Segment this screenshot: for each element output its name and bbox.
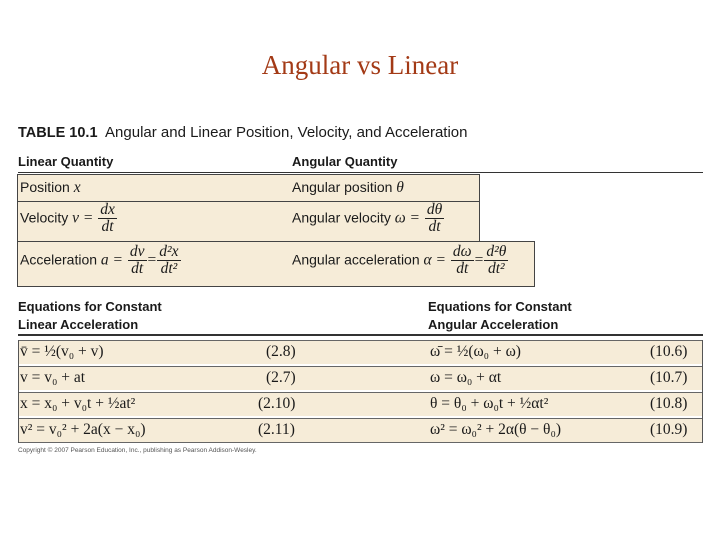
table-row <box>18 392 703 416</box>
eq-angular: ω = ω₀ + αt <box>430 369 502 386</box>
header-rule <box>18 172 703 173</box>
eq-header-rule <box>18 334 703 336</box>
eq-left-border <box>18 340 19 443</box>
table-row <box>18 418 703 443</box>
table-row <box>18 366 703 390</box>
eq-linear: v̄ = ½(v₀ + v) <box>20 343 104 360</box>
table-title: Angular and Linear Position, Velocity, and Acceleration <box>105 124 468 141</box>
table-caption <box>18 124 468 141</box>
eq-right-border <box>702 340 703 443</box>
eq-linear-ref: (2.10) <box>258 395 296 412</box>
col-header-linear: Linear Quantity <box>18 154 114 169</box>
eq-linear: v = v₀ + at <box>20 369 86 386</box>
slide-title: Angular vs Linear <box>261 50 459 80</box>
table-number: TABLE 10.1 <box>18 125 98 141</box>
eq-angular-ref: (10.6) <box>650 343 688 360</box>
position-angular: Angular position θ <box>292 179 404 196</box>
eq-angular: ω̄ = ½(ω₀ + ω) <box>430 343 521 360</box>
eq-angular-ref: (10.8) <box>650 395 688 412</box>
eq-linear-ref: (2.8) <box>266 343 296 360</box>
position-linear: Position x <box>20 179 81 196</box>
copyright-note: Copyright © 2007 Pearson Education, Inc., publishing as Pearson Addison-Wesley. <box>18 447 257 454</box>
velocity-linear: Velocity v = $\frac{dx}{dt}$ <box>20 201 115 236</box>
eq-angular: θ = θ₀ + ω₀t + ½αt² <box>430 395 549 412</box>
velocity-fraction: $\frac{dx}{dt}$ <box>100 201 115 236</box>
eq-header-linear: Equations for Constant Linear Acceleration <box>18 299 162 332</box>
eq-angular: ω² = ω₀² + 2α(θ − θ₀) <box>430 421 562 438</box>
eq-linear: v² = v₀² + 2a(x − x₀) <box>20 421 146 438</box>
table-row <box>17 174 480 203</box>
eq-linear-ref: (2.11) <box>258 421 295 438</box>
eq-header-angular: Equations for Constant Angular Acceleration <box>428 299 572 332</box>
table-row <box>18 340 703 364</box>
eq-linear: x = x₀ + v₀t + ½at² <box>20 395 136 412</box>
acceleration-angular: Angular acceleration α = $\frac{d\omega}{dt}$ = $\frac{\text{d²θ}}{\text{dt²}}$ <box>292 243 507 278</box>
col-header-angular: Angular Quantity <box>292 154 398 169</box>
eq-linear-ref: (2.7) <box>266 369 296 386</box>
acceleration-linear: Acceleration a = $\frac{dv}{dt}$ = $\frac{\text{d²x}}{\text{dt²}}$ <box>20 243 179 278</box>
eq-angular-ref: (10.7) <box>650 369 688 386</box>
angular-velocity-fraction: $\frac{d\theta}{dt}$ <box>426 201 443 236</box>
eq-angular-ref: (10.9) <box>650 421 688 438</box>
velocity-angular: Angular velocity ω = $\frac{d\theta}{dt}$ <box>292 201 443 236</box>
